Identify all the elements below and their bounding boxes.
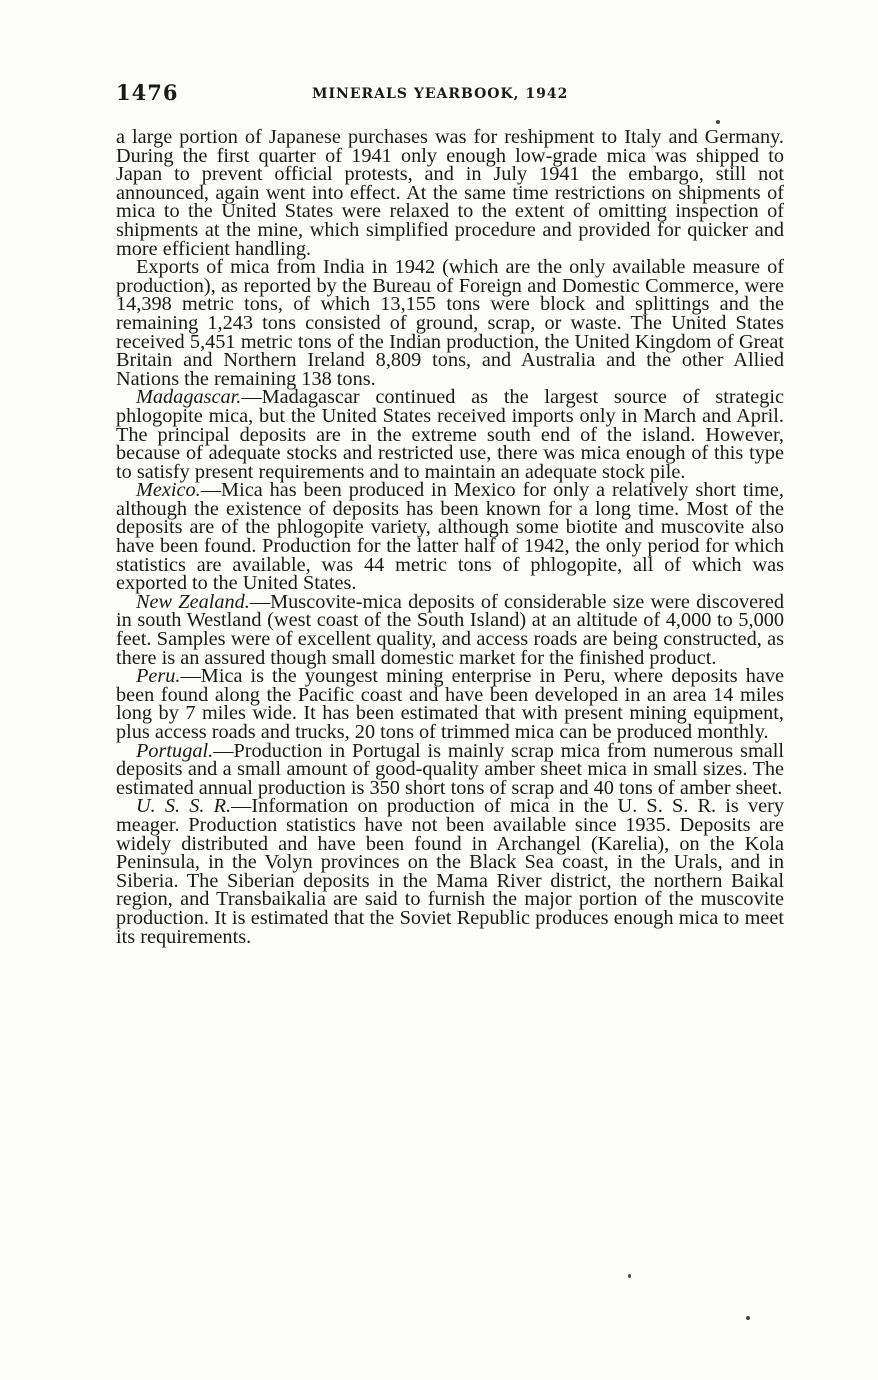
paragraph-text: —Madagascar continued as the largest source of strategic phlogopite mica, but the United States received imports only in March and April. The principal deposits are in the extreme south end of the island. However, because of adequate stocks and restricted use, there was mica enough of this type to satisfy present requirements and to maintain an adequate stock pile. [116,386,784,483]
section-lead: U. S. S. R. [136,795,232,818]
paragraph-text: —Mica has been produced in Mexico for only a relatively short time, although the existence of deposits has been known for a long time. Most of the deposits are of the phlogopite variety, although some biotite and muscovite also have been found. Production for the latter half of 1942, the only period for which statistics are available, was 44 metric tons of phlogopite, all of which was exported to the United States. [116,479,784,595]
section-lead: Portugal. [136,739,214,762]
paragraph-text: —Mica is the youngest mining enterprise in Peru, where deposits have been found along the Pacific coast and have been developed in an area 14 miles long by 7 miles wide. It has been estimated that with present mining equipment, plus access roads and trucks, 20 tons of trimmed mica can be produced monthly. [116,665,784,743]
paragraph-portugal [116,739,784,799]
paragraph-mexico [116,481,784,593]
paragraph-text: —Production in Portugal is mainly scrap mica from numerous small deposits and a small amount of good-quality amber sheet mica in small sizes. The estimated annual production is 350 short tons of scrap and 40 tons of amber sheet. [116,739,784,799]
paragraph-text: —Information on production of mica in the U. S. S. R. is very meager. Production statistics have not been available since 1935. Deposits are widely distributed and have been found in Archangel (Karelia), on the Kola Peninsula, in the Volyn provinces on the Black Sea coast, in the Urals, and in Siberia. The Siberian deposits in the Mama River district, the northern Baikal region, and Transbaikalia are said to furnish the major portion of the muscovite production. It is estimated that the Soviet Republic produces enough mica to meet its requirements. [116,795,785,948]
paragraph [116,128,784,258]
page-header [116,80,786,114]
paragraph-madagascar [116,388,784,481]
section-lead: Madagascar. [136,386,242,409]
paragraph-text: Exports of mica from India in 1942 (which are the only available measure of production), as reported by the Bureau of Foreign and Domestic Commerce, were 14,398 metric tons, of which 13,155 tons were block and splittings and the remaining 1,243 tons consisted of ground, scrap, or waste. The United States received 5,451 metric tons of the Indian production, the United Kingdom of Great Britain and Northern Ireland 8,809 tons, and Australia and the other Allied Nations the remaining 138 tons. [116,256,784,390]
print-speck [716,120,720,124]
print-speck [746,1316,750,1320]
paragraph-ussr [116,797,784,946]
section-lead: Peru. [136,665,181,688]
section-lead: Mexico. [136,479,201,502]
body-text [116,128,784,946]
running-title: MINERALS YEARBOOK, 1942 [312,86,569,102]
paragraph [116,258,784,388]
paragraph-peru [116,667,784,741]
section-lead: New Zealand. [136,590,250,613]
print-speck [628,1274,631,1278]
page-number: 1476 [116,80,179,105]
paragraph-new-zealand [116,590,784,669]
paragraph-text: a large portion of Japanese purchases was for reshipment to Italy and Germany. During the first quarter of 1941 only enough low-grade mica was shipped to Japan to prevent official protests, and in July 1941 the embargo, still not announced, again went into effect. At the same time restrictions on shipments of mica to the United States were relaxed to the extent of omitting inspection of shipments at the mine, which simplified procedure and provided for quicker and more efficient handling. [116,126,784,260]
paragraph-text: —Muscovite-mica deposits of considerable size were discovered in south Westland (west coast of the South Island) at an altitude of 4,000 to 5,000 feet. Samples were of excellent quality, and access roads are being constructed, as there is an assured though small domestic market for the finished product. [116,590,784,669]
